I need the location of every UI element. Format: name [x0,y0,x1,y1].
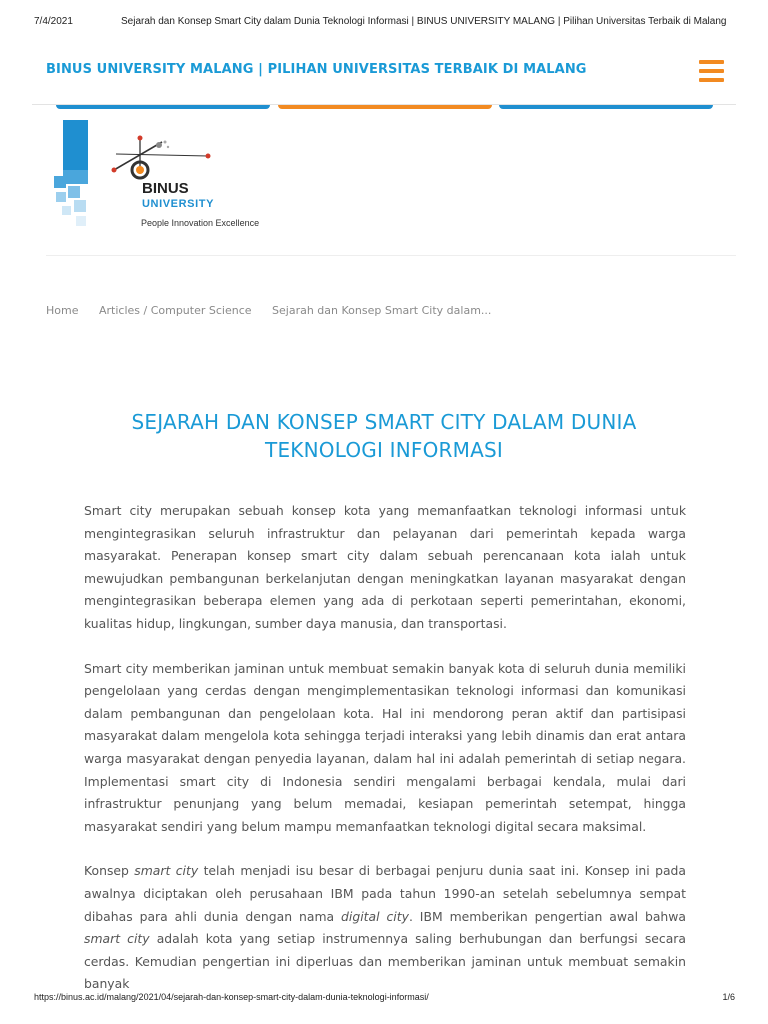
logo-wordmark[interactable]: BINUS [142,180,189,197]
site-header [32,42,736,105]
p3-text-4: adalah kota yang setiap instrumennya saling berhubungan dan berfungsi secara cerdas. Kemudian pengertian ini diperluas dan memberikan jaminan untuk membuat semakin banyak [84,931,686,992]
accent-strip-blue-left [56,105,270,109]
hamburger-menu-icon[interactable] [699,60,724,82]
print-document-title: Sejarah dan Konsep Smart City dalam Dunia Teknologi Informasi | BINUS UNIVERSITY MALANG | Pilihan Universitas Terbaik di Malang [121,16,727,27]
p3-emphasis-digital-city: digital city [341,908,409,924]
p3-emphasis-smart-city-2: smart city [84,931,150,947]
binus-logo-mark-icon[interactable] [110,134,220,184]
article-paragraph-3 [84,860,686,992]
logo-area [46,120,736,256]
p3-text-3: . IBM memberikan pengertian awal bahwa [408,908,686,924]
breadcrumb [46,304,508,317]
p3-text-1: Konsep [84,863,135,879]
breadcrumb-home[interactable]: Home [46,304,79,317]
article-title: SEJARAH DAN KONSEP SMART CITY DALAM DUNIA TEKNOLOGI INFORMASI [131,410,637,462]
print-date: 7/4/2021 [34,16,73,27]
p3-emphasis-smart-city: smart city [134,863,199,879]
print-footer [0,992,768,1006]
p3-text-2: telah menjadi isu besar di berbagai penjuru dunia saat ini. Konsep ini pada awalnya diciptakan oleh perusahaan IBM pada tahun 1990-an setelah sebelumnya sempat dibahas para ahli dunia dengan nama [84,863,686,924]
accent-strip-orange [278,105,492,109]
site-title-link[interactable]: BINUS UNIVERSITY MALANG | PILIHAN UNIVERSITAS TERBAIK DI MALANG [46,62,587,77]
article-paragraph-2: Smart city memberikan jaminan untuk membuat semakin banyak kota di seluruh dunia memiliki pengelolaan yang cerdas dengan mengimplementasikan teknologi informasi dan komunikasi dalam pembangunan dan pengelolaan kota. Hal ini mendorong peran aktif dan partisipasi masyarakat dalam mengelola kota sehingga terjadi interaksi yang lebih dinamis dan erat antara warga masyarakat dengan penyedia layanan, dalam hal ini adalah pemerintah di setiap negara. Implementasi smart city di Indonesia sendiri mengalami berbagai kendala, mulai dari infrastruktur penunjang yang belum memadai, kesiapan pemerintah setempat, hingga masyarakat sendiri yang belum mampu memanfaatkan teknologi digital secara maksimal. [84,660,686,834]
print-page-number: 1/6 [722,992,735,1002]
logo-tagline: People Innovation Excellence [141,218,260,228]
print-header [0,16,768,30]
breadcrumb-current: Sejarah dan Konsep Smart City dalam... [272,304,492,317]
print-url: https://binus.ac.id/malang/2021/04/sejarah-dan-konsep-smart-city-dalam-dunia-teknologi-informasi/ [34,992,429,1002]
article-paragraph-1: Smart city merupakan sebuah konsep kota yang memanfaatkan teknologi informasi untuk mengintegrasikan seluruh infrastruktur dan pelayanan dari pemerintah kepada warga masyarakat. Penerapan konsep smart city dalam sebuah perencanaan kota ialah untuk mewujudkan pembangunan berkelanjutan dengan meningkatkan layanan masyarakat dengan mengintegrasikan beberapa elemen yang ada di perkotaan seperti pemerintahan, ekonomi, kualitas hidup, lingkungan, sumber daya manusia, dan transportasi. [84,503,686,631]
logo-subtitle: UNIVERSITY [142,198,215,210]
breadcrumb-category[interactable]: Articles / Computer Science [98,304,252,317]
decorative-blue-blocks [54,120,88,230]
accent-strip-blue-right [499,105,713,109]
article-body [84,500,686,992]
